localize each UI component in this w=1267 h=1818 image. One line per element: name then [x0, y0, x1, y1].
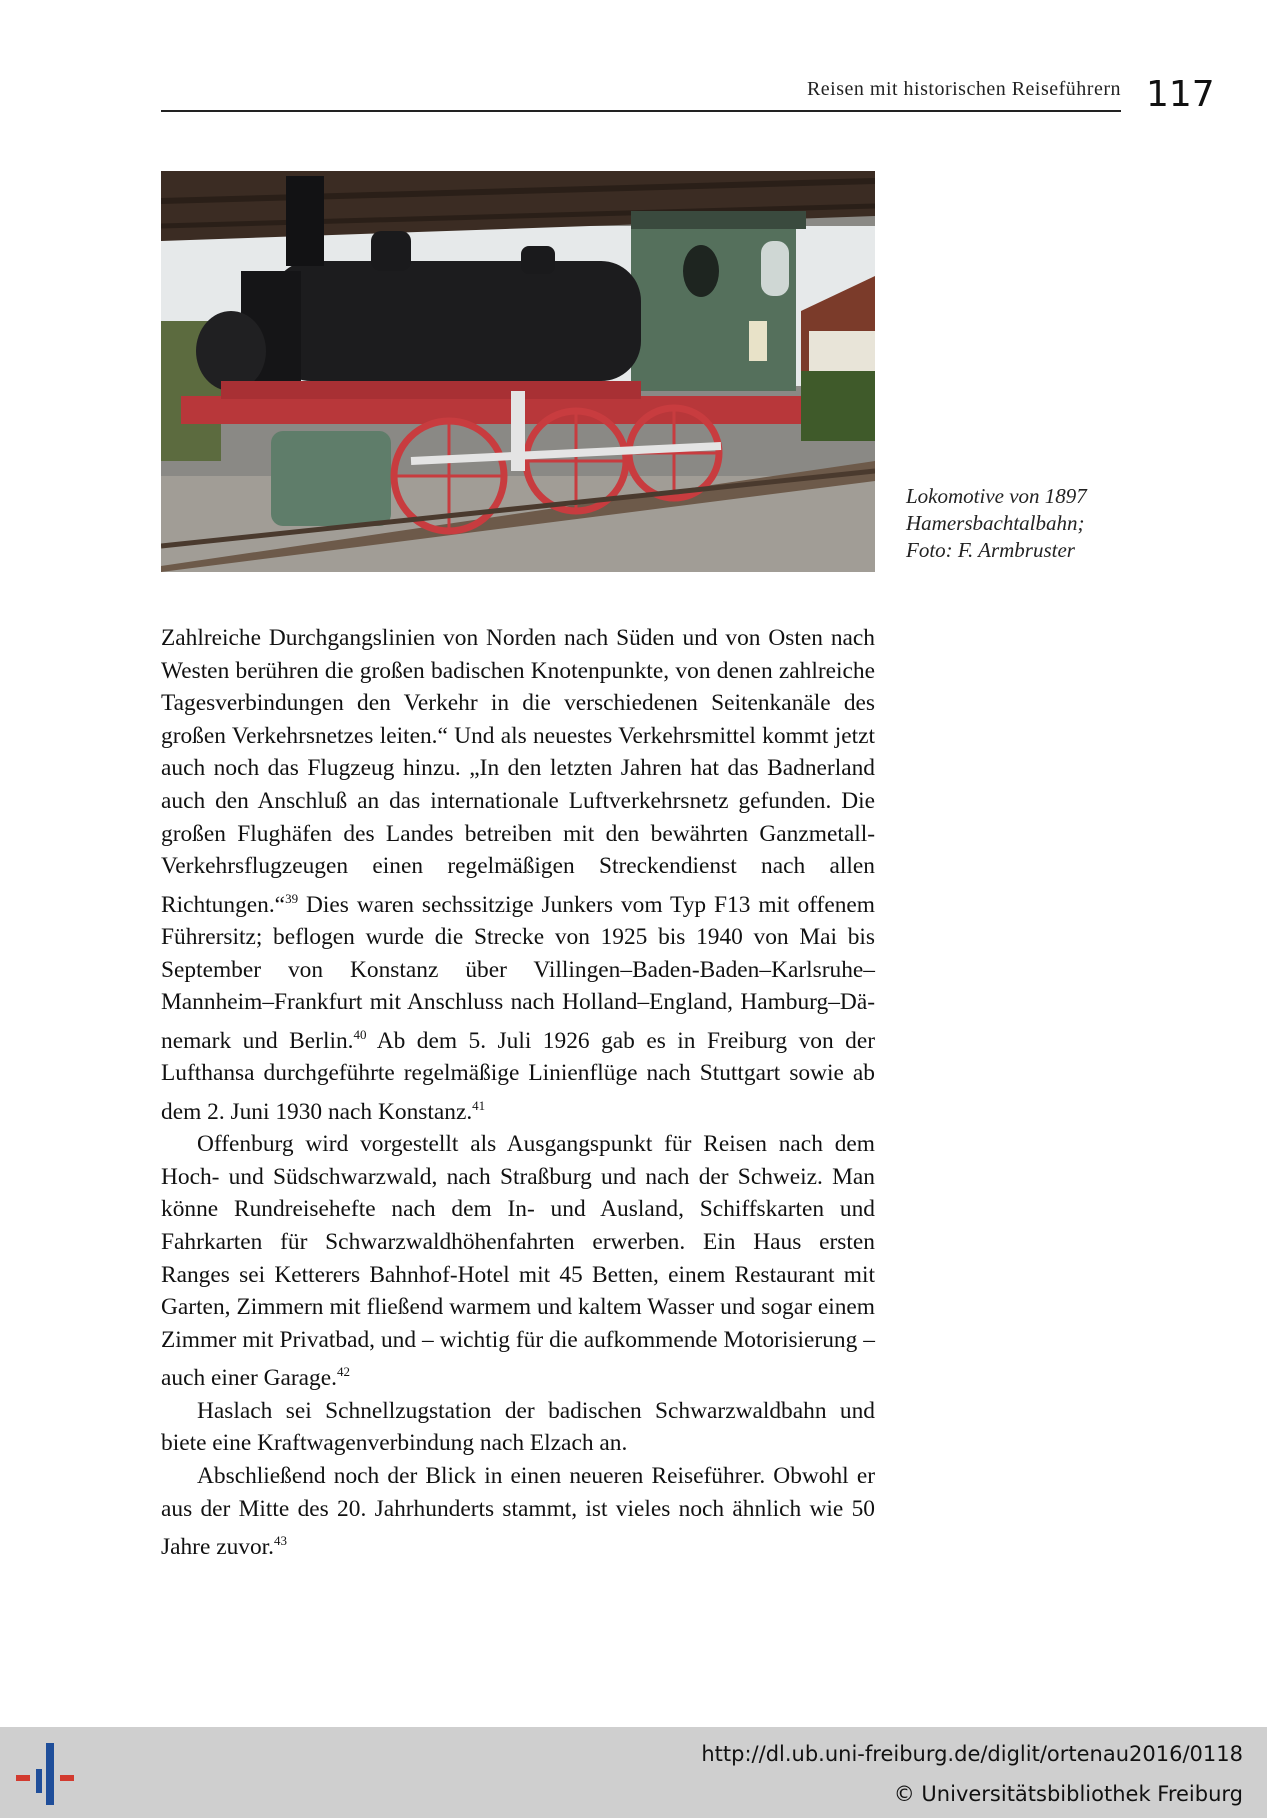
footnote-ref[interactable]: 39: [285, 890, 299, 906]
footnote-ref[interactable]: 41: [472, 1097, 486, 1113]
permalink-url[interactable]: http://dl.ub.uni-freiburg.de/diglit/ortenau2016/0118: [701, 1742, 1243, 1766]
library-footer: [0, 1727, 1267, 1818]
footnote-ref[interactable]: 40: [353, 1026, 367, 1042]
paragraph: Abschließend noch der Blick in einen neueren Reiseführer. Obwohl er aus der Mitte des 20. Jahrhunderts stammt, ist vieles noch ähnlich wie 50 Jahre zuvor.$^{43}$: [161, 1463, 875, 1561]
steam-locomotive-photo-icon: [161, 171, 875, 572]
paragraph: Haslach sei Schnellzugstation der badischen Schwarzwaldbahn und biete eine Kraftwagenverbindung nach Elzach an.: [161, 1397, 875, 1457]
figure-caption: [906, 483, 1087, 564]
caption-line: Lokomotive von 1897: [906, 484, 1087, 508]
paragraph: Offenburg wird vorgestellt als Ausgangspunkt für Reisen nach dem Hoch- und Südschwarzwald, nach Straßburg und nach der Schweiz. Man könne Rundreisehefte nach dem In- und Ausland, Schiffskarten und Fahrkarten für Schwarzwaldhöhenfahrten erwerben. Ein Haus ersten Ranges sei Ketterers Bahnhof-Hotel mit 45 Betten, einem Restaurant mit Garten, Zimmern mit fließend warmem und kaltem Wasser und sogar einem Zimmer mit Privatbad, und – wichtig für die aufkommende Motorisierung – auch einer Garage.$^{42}$: [161, 1131, 875, 1392]
running-title: Reisen mit historischen Reiseführern: [806, 78, 1121, 100]
header-rule: [161, 110, 1121, 112]
footnote-ref[interactable]: 43: [274, 1533, 288, 1549]
page-number: 117: [1146, 74, 1215, 115]
footnote-ref[interactable]: 42: [336, 1364, 350, 1380]
ub-freiburg-logo-icon: [14, 1739, 84, 1809]
paragraph: Zahlreiche Durchgangslinien von Norden nach Süden und von Osten nach Westen berühren die großen badischen Knotenpunkte, von denen zahlreiche Tagesverbindungen den Verkehr in die verschiedenen Seitenkanäle des großen Verkehrsnetzes leiten.“ Und als neuestes Verkehrsmittel kommt jetzt auch noch das Flugzeug hinzu. „In den letzten Jahren hat das Badnerland auch den Anschluß an das internationale Luftverkehrsnetz gefunden. Die großen Flughäfen des Landes betreiben mit den bewährten Ganzmetall-Verkehrsflugzeugen einen regelmäßigen Streckendienst nach allen Richtungen.“$^{39}$ Dies waren sechssitzige Junkers vom Typ F13 mit offenem Führersitz; beflogen wurde die Strecke von 1925 bis 1940 von Mai bis September von Konstanz über Villingen–Baden-Baden–Karlsruhe–Mannheim–Frankfurt mit Anschluss nach Holland–England, Hamburg–Dänemark und Berlin.$^{40}$ Ab dem 5. Juli 1926 gab es in Freiburg von der Lufthansa durchgeführte regelmäßige Linienflüge nach Stuttgart sowie ab dem 2. Juni 1930 nach Konstanz.$^{41}$: [161, 625, 875, 1125]
copyright-notice: © Universitätsbibliothek Freiburg: [893, 1782, 1243, 1806]
caption-line: Foto: F. Armbruster: [906, 538, 1075, 562]
locomotive-photo: [161, 171, 875, 572]
body-text: [161, 622, 875, 1564]
caption-line: Hamersbachtalbahn;: [906, 511, 1085, 535]
